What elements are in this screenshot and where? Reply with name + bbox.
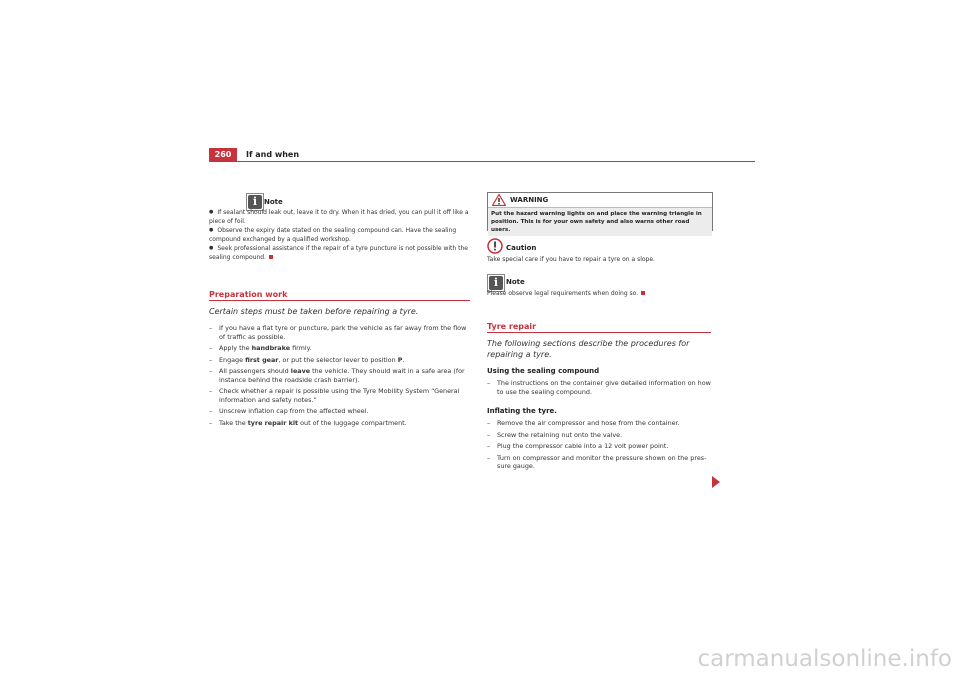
end-mark-icon <box>641 291 645 295</box>
tyre-repair-subtitle: The following sections describe the procedures for repairing a tyre. <box>487 339 690 359</box>
note-bullet-last: ● Seek professional assistance if the repair of a tyre puncture is not possible with the sealing compound. <box>209 244 471 262</box>
header-title: If and when <box>246 150 300 159</box>
list-item: – Plug the compressor cable into a 12 volt power point. <box>487 442 711 451</box>
page-number: 260 <box>209 148 237 162</box>
inflating-heading: Inflating the tyre. <box>487 407 557 415</box>
preparation-heading: Preparation work <box>209 290 288 299</box>
preparation-rule <box>209 300 470 301</box>
note-bullets <box>209 208 471 262</box>
warning-text: Put the hazard warning lights on and place the warning triangle in position. This is for your own safety and also warns other road users. <box>488 207 712 236</box>
continue-arrow-icon <box>712 476 720 488</box>
note-label: Note <box>264 198 283 206</box>
warning-box <box>487 192 713 231</box>
watermark: carmanualsonline.info <box>697 646 952 672</box>
warning-label: WARNING <box>510 196 549 204</box>
list-item: – Turn on compressor and monitor the pressure shown on the pres-sure gauge. <box>487 454 711 471</box>
list-item: – Check whether a repair is possible using the Tyre Mobility System “General information and safety notes.” <box>209 387 471 404</box>
list-item: – Unscrew inflation cap from the affected wheel. <box>209 407 471 416</box>
header-rule <box>209 161 755 162</box>
note-icon: i <box>487 271 505 292</box>
note-icon: i <box>246 190 264 211</box>
sealing-heading: Using the sealing compound <box>487 367 600 375</box>
note-text: Please observe legal requirements when doing so. <box>487 289 711 298</box>
caution-label: Caution <box>506 244 537 252</box>
list-item: – If you have a flat tyre or puncture, park the vehicle as far away from the flow of traffic as possible. <box>209 324 471 341</box>
tyre-repair-rule <box>487 332 711 333</box>
inflating-steps <box>487 419 711 474</box>
list-item: – All passengers should leave the vehicle. They should wait in a safe area (for instance behind the roadside crash barrier). <box>209 367 471 384</box>
preparation-subtitle: Certain steps must be taken before repairing a tyre. <box>209 307 419 316</box>
list-item: – Apply the handbrake firmly. <box>209 344 471 353</box>
list-item: – Remove the air compressor and hose from the container. <box>487 419 711 428</box>
list-item: – Take the tyre repair kit out of the luggage compartment. <box>209 419 471 428</box>
note-bullet: ● Observe the expiry date stated on the sealing compound can. Have the sealing compound exchanged by a qualified workshop. <box>209 226 471 244</box>
list-item: – Engage first gear, or put the selector lever to position P. <box>209 356 471 365</box>
preparation-steps <box>209 324 471 430</box>
list-item: – The instructions on the container give detailed information on how to use the sealing compound. <box>487 379 711 396</box>
note-label: Note <box>506 278 525 286</box>
list-item: – Screw the retaining nut onto the valve. <box>487 431 711 440</box>
warning-triangle-icon <box>492 194 506 206</box>
sealing-steps <box>487 379 711 399</box>
note-bullet: ● If sealant should leak out, leave it to dry. When it has dried, you can pull it off like a piece of foil. <box>209 208 471 226</box>
tyre-repair-heading: Tyre repair <box>487 322 537 331</box>
caution-text: Take special care if you have to repair a tyre on a slope. <box>487 256 655 263</box>
end-mark-icon <box>269 255 273 259</box>
